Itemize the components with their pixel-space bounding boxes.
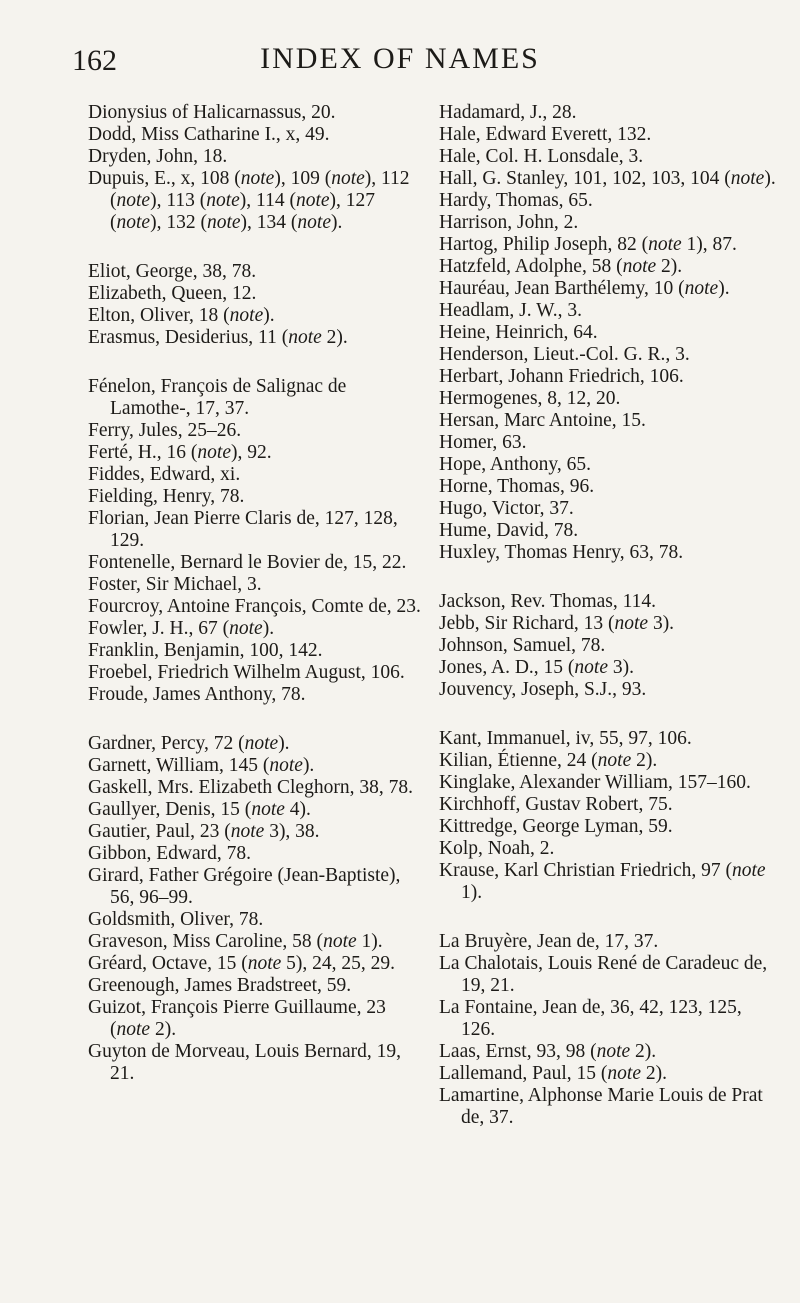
index-entry: La Fontaine, Jean de, 36, 42, 123, 125, 126. [439, 997, 742, 1040]
index-entry: Dodd, Miss Catharine I., x, 49. [88, 124, 330, 145]
index-column-left [88, 102, 428, 1112]
index-entry: Elton, Oliver, 18 (note). [88, 305, 275, 326]
running-title: INDEX OF NAMES [260, 42, 540, 75]
index-entry: Fourcroy, Antoine François, Comte de, 23. [88, 596, 421, 617]
index-entry: Jebb, Sir Richard, 13 (note 3). [439, 613, 675, 634]
index-entry: Hartog, Philip Joseph, 82 (note 1), 87. [439, 234, 737, 255]
index-entry: Kant, Immanuel, iv, 55, 97, 106. [439, 728, 692, 749]
index-entry: Hale, Col. H. Lonsdale, 3. [439, 146, 644, 167]
index-entry: Hugo, Victor, 37. [439, 498, 574, 519]
index-entry: Hermogenes, 8, 12, 20. [439, 388, 621, 409]
index-entry: Hatzfeld, Adolphe, 58 (note 2). [439, 256, 683, 277]
index-entry: Hadamard, J., 28. [439, 102, 577, 123]
index-entry: Kinglake, Alexander William, 157–160. [439, 772, 751, 793]
index-entry: Kirchhoff, Gustav Robert, 75. [439, 794, 673, 815]
index-entry: Gaskell, Mrs. Elizabeth Cleghorn, 38, 78. [88, 777, 413, 798]
index-entry: Erasmus, Desiderius, 11 (note 2). [88, 327, 348, 348]
index-entry: Hume, David, 78. [439, 520, 579, 541]
index-entry: La Chalotais, Louis René de Caradeuc de, 19, 21. [439, 953, 768, 996]
index-entry: Kilian, Étienne, 24 (note 2). [439, 750, 658, 771]
index-entry: Gréard, Octave, 15 (note 5), 24, 25, 29. [88, 953, 396, 974]
index-entry: Hall, G. Stanley, 101, 102, 103, 104 (note). [439, 168, 776, 189]
index-entry: Florian, Jean Pierre Claris de, 127, 128, 129. [88, 508, 398, 551]
index-letter-group [88, 102, 428, 234]
page-number: 162 [72, 44, 117, 77]
index-letter-group [88, 376, 428, 706]
index-entry: Gaullyer, Denis, 15 (note 4). [88, 799, 311, 820]
index-entry: Homer, 63. [439, 432, 527, 453]
index-entry: Jackson, Rev. Thomas, 114. [439, 591, 657, 612]
index-entry: Fielding, Henry, 78. [88, 486, 245, 507]
index-entry: Guyton de Morveau, Louis Bernard, 19, 21. [88, 1041, 402, 1084]
index-entry: Foster, Sir Michael, 3. [88, 574, 262, 595]
index-entry: Kittredge, George Lyman, 59. [439, 816, 673, 837]
index-entry: Gardner, Percy, 72 (note). [88, 733, 290, 754]
index-entry: Hale, Edward Everett, 132. [439, 124, 652, 145]
index-entry: Kolp, Noah, 2. [439, 838, 555, 859]
index-entry: Horne, Thomas, 96. [439, 476, 595, 497]
index-entry: Heine, Heinrich, 64. [439, 322, 598, 343]
index-entry: Goldsmith, Oliver, 78. [88, 909, 264, 930]
index-entry: Dryden, John, 18. [88, 146, 228, 167]
index-entry: Fénelon, François de Salignac de Lamothe-, 17, 37. [88, 376, 347, 419]
index-column-right [439, 102, 779, 1156]
index-entry: Hope, Anthony, 65. [439, 454, 592, 475]
index-entry: Froebel, Friedrich Wilhelm August, 106. [88, 662, 405, 683]
index-entry: Gibbon, Edward, 78. [88, 843, 252, 864]
index-entry: Harrison, John, 2. [439, 212, 579, 233]
index-entry: Lamartine, Alphonse Marie Louis de Prat de, 37. [439, 1085, 763, 1128]
index-entry: Headlam, J. W., 3. [439, 300, 582, 321]
index-entry: Froude, James Anthony, 78. [88, 684, 306, 705]
index-entry: Guizot, François Pierre Guillaume, 23 (note 2). [88, 997, 386, 1040]
index-entry: Lallemand, Paul, 15 (note 2). [439, 1063, 667, 1084]
index-entry: Fiddes, Edward, xi. [88, 464, 241, 485]
index-entry: Elizabeth, Queen, 12. [88, 283, 257, 304]
index-entry: Krause, Karl Christian Friedrich, 97 (note 1). [439, 860, 766, 903]
index-letter-group [439, 728, 779, 904]
index-entry: Jouvency, Joseph, S.J., 93. [439, 679, 647, 700]
index-entry: Fowler, J. H., 67 (note). [88, 618, 275, 639]
index-entry: Franklin, Benjamin, 100, 142. [88, 640, 323, 661]
index-entry: Hauréau, Jean Barthélemy, 10 (note). [439, 278, 730, 299]
index-letter-group [88, 261, 428, 349]
index-letter-group [439, 591, 779, 701]
index-entry: Ferté, H., 16 (note), 92. [88, 442, 272, 463]
index-letter-group [88, 733, 428, 1085]
index-letter-group [439, 102, 779, 564]
index-entry: Henderson, Lieut.-Col. G. R., 3. [439, 344, 690, 365]
index-entry: Dionysius of Halicarnassus, 20. [88, 102, 336, 123]
index-entry: Herbart, Johann Friedrich, 106. [439, 366, 684, 387]
index-entry: Ferry, Jules, 25–26. [88, 420, 242, 441]
index-entry: Dupuis, E., x, 108 (note), 109 (note), 112 (note), 113 (note), 114 (note), 127 (note), 132 (note), 134 (note). [88, 168, 410, 233]
page-header [0, 38, 800, 88]
index-entry: La Bruyère, Jean de, 17, 37. [439, 931, 659, 952]
index-letter-group [439, 931, 779, 1129]
index-entry: Graveson, Miss Caroline, 58 (note 1). [88, 931, 383, 952]
index-entry: Huxley, Thomas Henry, 63, 78. [439, 542, 684, 563]
index-entry: Greenough, James Bradstreet, 59. [88, 975, 352, 996]
index-entry: Johnson, Samuel, 78. [439, 635, 606, 656]
index-entry: Laas, Ernst, 93, 98 (note 2). [439, 1041, 657, 1062]
index-entry: Jones, A. D., 15 (note 3). [439, 657, 634, 678]
index-entry: Hersan, Marc Antoine, 15. [439, 410, 646, 431]
index-entry: Hardy, Thomas, 65. [439, 190, 593, 211]
index-entry: Eliot, George, 38, 78. [88, 261, 257, 282]
index-entry: Fontenelle, Bernard le Bovier de, 15, 22. [88, 552, 407, 573]
index-entry: Girard, Father Grégoire (Jean-Baptiste), 56, 96–99. [88, 865, 401, 908]
index-entry: Garnett, William, 145 (note). [88, 755, 315, 776]
index-entry: Gautier, Paul, 23 (note 3), 38. [88, 821, 320, 842]
